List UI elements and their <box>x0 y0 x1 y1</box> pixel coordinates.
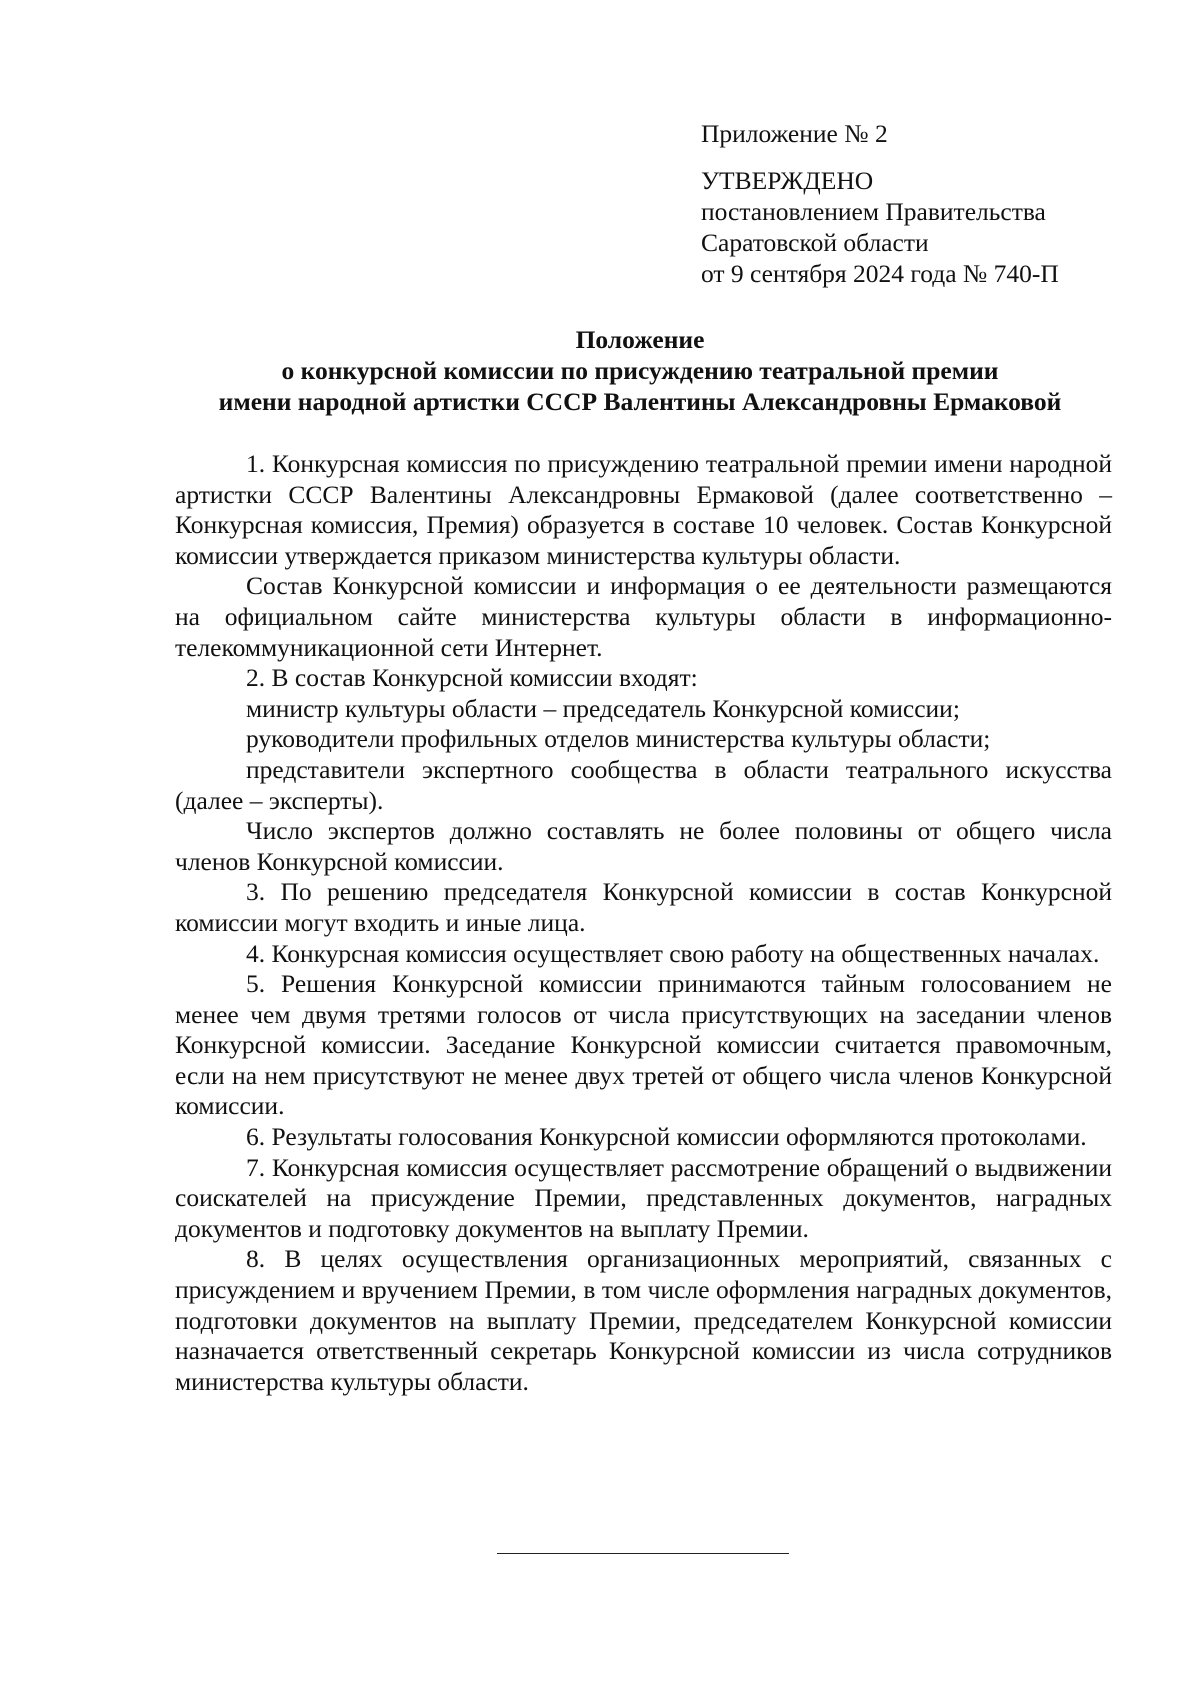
paragraph: 7. Конкурсная комиссия осуществляет рассмотрение обращений о выдвижении соискателей на присуждение Премии, представленных документов, наградных документов и подготовку документов на выплату Премии. <box>175 1152 1112 1243</box>
approved-stamp-text: УТВЕРЖДЕНО <box>701 166 874 195</box>
approval-line-3: от 9 сентября 2024 года № 740-П <box>701 259 1059 288</box>
paragraph: 6. Результаты голосования Конкурсной комиссии оформляются протоколами. <box>246 1122 1087 1152</box>
paragraph: 1. Конкурсная комиссия по присуждению театральной премии имени народной артистки СССР Валентины Александровны Ермаковой (далее соответственно – Конкурсная комиссия, Премия) образуется в составе 10 человек. Состав Конкурсной комиссии утверждается приказом министерства культуры области. <box>175 449 1112 570</box>
paragraph: 4. Конкурсная комиссия осуществляет свою работу на общественных началах. <box>246 938 1100 968</box>
paragraph: Состав Конкурсной комиссии и информация о ее деятельности размещаются на официальном сайте министерства культуры области в информационно-телекоммуникационной сети Интернет. <box>175 571 1112 662</box>
title-line-1: Положение <box>575 325 705 354</box>
document-title <box>150 324 1130 417</box>
paragraph: 2. В состав Конкурсной комиссии входят: <box>246 663 698 693</box>
approval-line-1: постановлением Правительства <box>701 197 1046 226</box>
end-divider-line <box>497 1553 789 1554</box>
paragraph: 8. В целях осуществления организационных мероприятий, связанных с присуждением и вручением Премии, в том числе оформления наградных документов, подготовки документов на выплату Премии, председателем Конкурсной комиссии назначается ответственный секретарь Конкурсной комиссии из числа сотрудников министерства культуры области. <box>175 1244 1112 1396</box>
approval-block <box>701 118 1059 289</box>
approval-line-2: Саратовской области <box>701 228 929 257</box>
paragraph: 5. Решения Конкурсной комиссии принимаются тайным голосованием не менее чем двумя третями голосов от числа присутствующих на заседании членов Конкурсной комиссии. Заседание Конкурсной комиссии считается правомочным, если на нем присутствуют не менее двух третей от общего числа членов Конкурсной комиссии. <box>175 969 1112 1121</box>
annex-number: Приложение № 2 <box>701 119 888 148</box>
title-line-2: о конкурсной комиссии по присуждению театральной премии <box>281 356 999 385</box>
paragraph: Число экспертов должно составлять не более половины от общего числа членов Конкурсной комиссии. <box>175 816 1112 876</box>
paragraph: представители экспертного сообщества в области театрального искусства (далее – эксперты). <box>175 754 1112 815</box>
paragraph: 3. По решению председателя Конкурсной комиссии в состав Конкурсной комиссии могут входить и иные лица. <box>175 877 1112 937</box>
document-body <box>175 449 1112 1397</box>
title-line-3: имени народной артистки СССР Валентины Александровны Ермаковой <box>218 387 1062 416</box>
paragraph: министр культуры области – председатель Конкурсной комиссии; <box>246 693 960 723</box>
paragraph: руководители профильных отделов министерства культуры области; <box>246 724 991 754</box>
